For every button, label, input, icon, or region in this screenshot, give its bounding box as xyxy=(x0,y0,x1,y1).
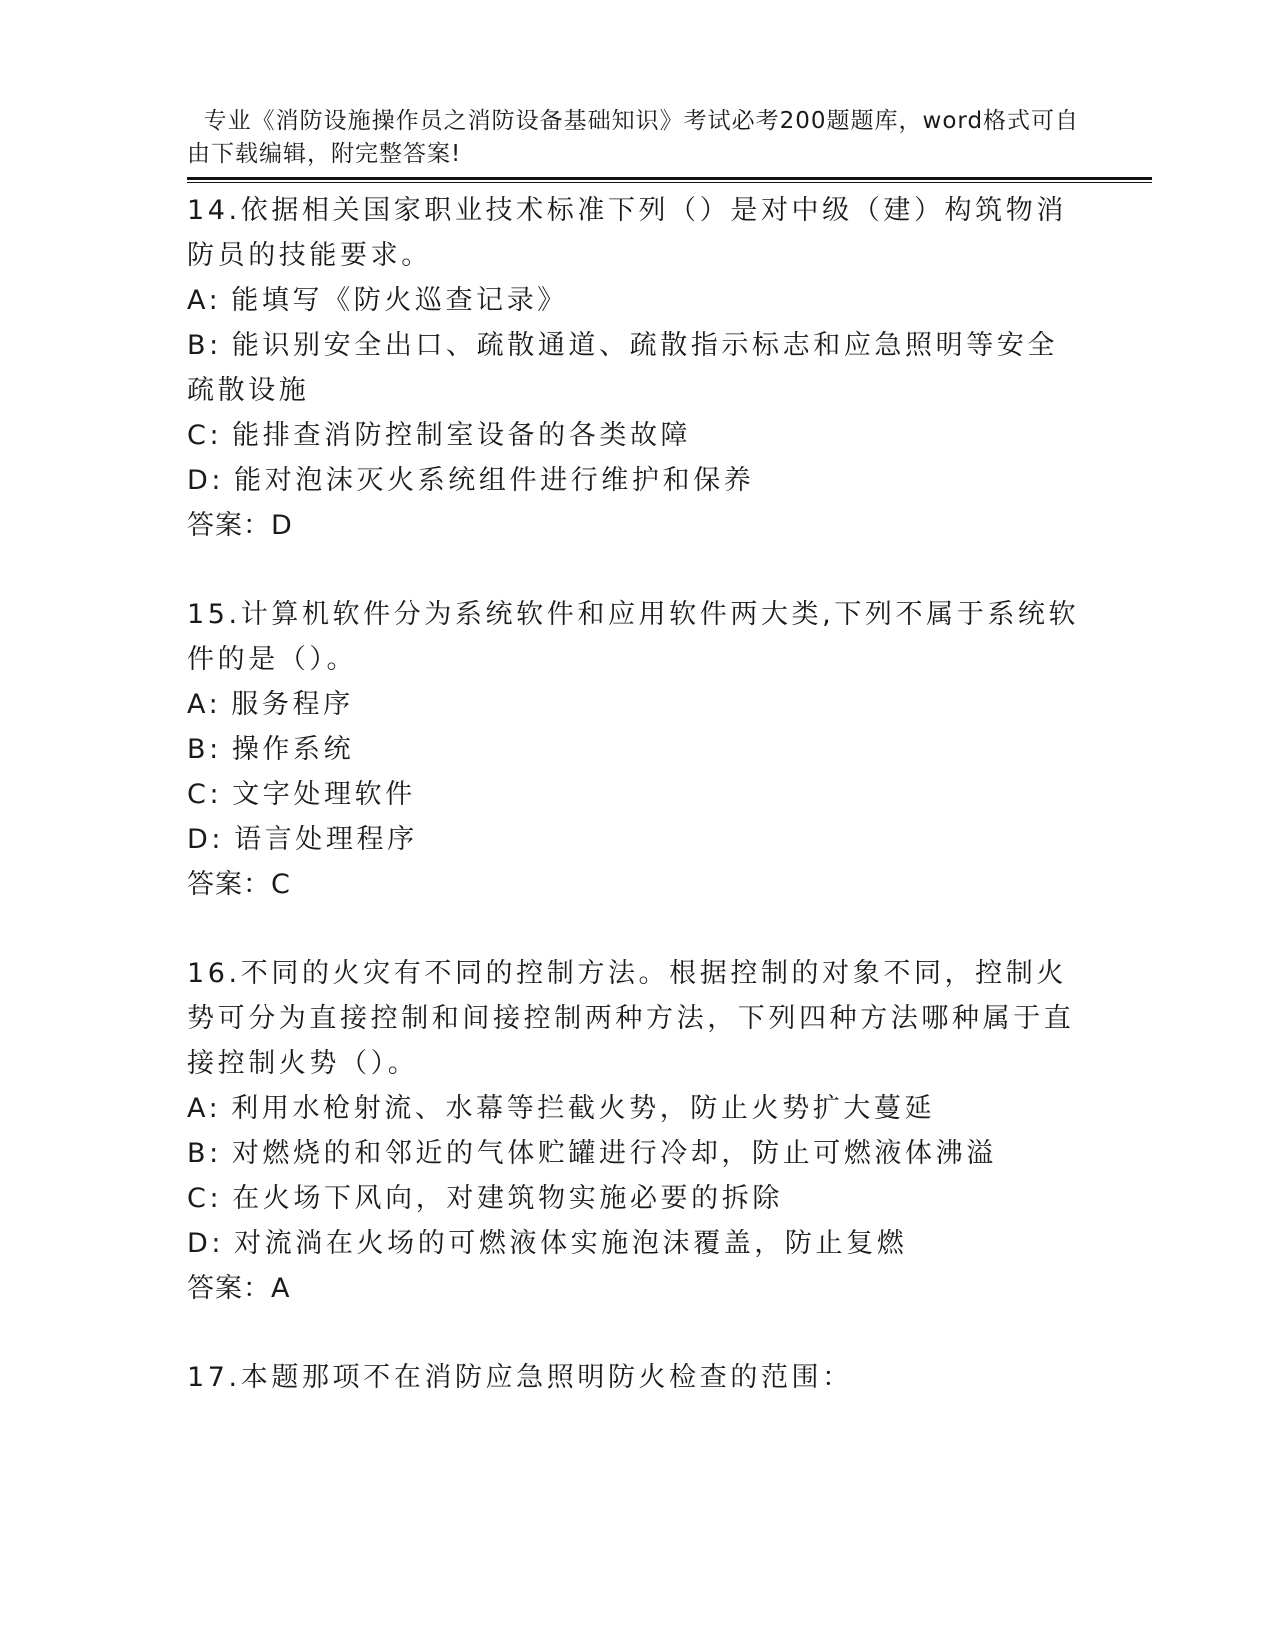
question-stem: 14.依据相关国家职业技术标准下列（）是对中级（建）构筑物消防员的技能要求。 xyxy=(187,195,1067,271)
option-text: 文字处理软件 xyxy=(232,779,416,810)
option-letter: A: xyxy=(187,1093,222,1124)
option-d xyxy=(187,817,1087,862)
option-text: 在火场下风向，对建筑物实施必要的拆除 xyxy=(232,1183,783,1214)
option-letter: D: xyxy=(187,824,225,855)
option-text: 利用水枪射流、水幕等拦截火势，防止火势扩大蔓延 xyxy=(231,1093,936,1124)
option-text: 能对泡沫灭火系统组件进行维护和保养 xyxy=(234,465,755,496)
question-14 xyxy=(187,188,1087,548)
option-a xyxy=(187,1086,1087,1131)
header-intro-text: 专业《消防设施操作员之消防设备基础知识》考试必考200题题库，word格式可自由下载编辑，附完整答案! xyxy=(187,108,1080,167)
question-16 xyxy=(187,951,1087,1311)
option-text: 对流淌在火场的可燃液体实施泡沫覆盖，防止复燃 xyxy=(234,1228,908,1259)
option-b xyxy=(187,727,1087,772)
question-stem: 16.不同的火灾有不同的控制方法。根据控制的对象不同，控制火势可分为直接控制和间接控制两种方法，下列四种方法哪种属于直接控制火势（）。 xyxy=(187,958,1075,1079)
option-a xyxy=(187,682,1087,727)
header-divider-thick xyxy=(187,177,1152,180)
answer-line: 答案：C xyxy=(187,869,291,900)
option-c xyxy=(187,413,1087,458)
option-c xyxy=(187,772,1087,817)
option-a xyxy=(187,278,1087,323)
option-c xyxy=(187,1176,1087,1221)
option-letter: B: xyxy=(187,1138,222,1169)
option-text: 能排查消防控制室设备的各类故障 xyxy=(232,420,692,451)
option-letter: C: xyxy=(187,1183,223,1214)
question-list xyxy=(187,188,1087,1444)
option-text: 语言处理程序 xyxy=(234,824,418,855)
document-header xyxy=(187,72,1087,171)
answer-line: 答案：D xyxy=(187,510,293,541)
option-letter: B: xyxy=(187,330,222,361)
question-stem: 17.本题那项不在消防应急照明防火检查的范围： xyxy=(187,1362,853,1393)
option-text: 能识别安全出口、疏散通道、疏散指示标志和应急照明等安全疏散设施 xyxy=(187,330,1059,406)
question-15 xyxy=(187,592,1087,907)
option-letter: A: xyxy=(187,689,222,720)
option-text: 服务程序 xyxy=(231,689,354,720)
option-b xyxy=(187,323,1087,413)
option-letter: C: xyxy=(187,420,223,451)
header-divider-thin xyxy=(187,182,1152,183)
option-letter: B: xyxy=(187,734,222,765)
option-letter: C: xyxy=(187,779,223,810)
option-text: 操作系统 xyxy=(231,734,355,765)
option-d xyxy=(187,1221,1087,1266)
question-stem: 15.计算机软件分为系统软件和应用软件两大类,下列不属于系统软件的是（）。 xyxy=(187,599,1080,675)
option-text: 能填写《防火巡查记录》 xyxy=(231,285,568,316)
option-b xyxy=(187,1131,1087,1176)
answer-line: 答案：A xyxy=(187,1273,291,1304)
option-letter: D: xyxy=(187,465,225,496)
option-d xyxy=(187,458,1087,503)
option-letter: A: xyxy=(187,285,222,316)
option-text: 对燃烧的和邻近的气体贮罐进行冷却，防止可燃液体沸溢 xyxy=(231,1138,997,1169)
option-letter: D: xyxy=(187,1228,225,1259)
question-17 xyxy=(187,1355,1087,1400)
